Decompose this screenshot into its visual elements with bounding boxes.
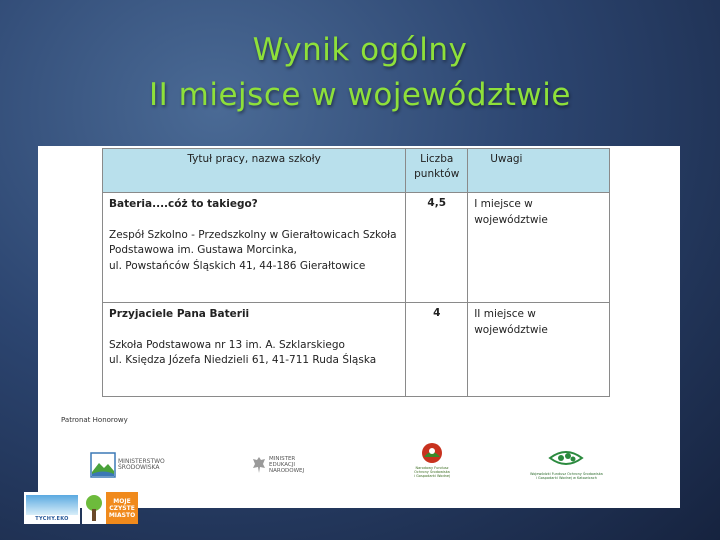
header-points: Liczba punktów bbox=[406, 149, 468, 193]
school-line: Szkoła Podstawowa nr 13 im. A. Szklarskiego bbox=[109, 338, 345, 351]
school-line: Zespół Szkolno - Przedszkolny w Gierałtowicach Szkoła bbox=[109, 228, 397, 241]
tree-icon bbox=[84, 494, 104, 522]
national-fund-logo: Narodowy Fundusz Ochrony Środowiska i Gospodarki Wodnej bbox=[414, 442, 450, 478]
school-line: ul. Księdza Józefa Niedzieli 61, 41-711 Ruda Śląska bbox=[109, 354, 377, 366]
sky-graphic bbox=[26, 495, 78, 515]
ministry-environment-emblem-icon bbox=[90, 452, 116, 478]
voivodeship-fund-logo: Wojewódzki Fundusz Ochrony Środowiska i Gospodarki Wodnej w Katowicach bbox=[530, 446, 603, 480]
entry-title-cell bbox=[103, 193, 406, 303]
results-table bbox=[102, 148, 610, 397]
points-cell: 4,5 bbox=[406, 193, 468, 303]
eagle-emblem-icon bbox=[252, 456, 266, 474]
header-remarks: Uwagi bbox=[468, 149, 610, 193]
document-page bbox=[38, 146, 680, 508]
points-cell: 4 bbox=[406, 303, 468, 397]
table-header-row bbox=[103, 149, 610, 193]
tree-badge bbox=[82, 492, 106, 524]
school-line: ul. Powstańców Śląskich 41, 44-186 Gierałtowice bbox=[109, 259, 366, 272]
clean-city-badge: MOJE CZYSTE MIASTO bbox=[106, 492, 138, 524]
national-fund-emblem-icon bbox=[421, 442, 443, 464]
remarks-cell: II miejsce w województwie bbox=[468, 303, 610, 397]
entry-title: Przyjaciele Pana Baterii bbox=[109, 308, 250, 320]
tychy-eko-badge: TYCHY.EKO bbox=[24, 492, 80, 524]
remarks-cell: I miejsce w województwie bbox=[468, 193, 610, 303]
patronage-label: Patronat Honorowy bbox=[61, 416, 128, 424]
voivodeship-fund-emblem-icon bbox=[546, 446, 586, 470]
ministry-environment-logo: MINISTERSTWO ŚRODOWISKA bbox=[90, 452, 165, 478]
ministry-education-logo: MINISTER EDUKACJI NARODOWEJ bbox=[252, 456, 304, 474]
table-row bbox=[103, 193, 610, 303]
entry-title-cell bbox=[103, 303, 406, 397]
slide-title-line-1: Wynik ogólny bbox=[252, 32, 468, 68]
entry-title: Bateria....cóż to takiego? bbox=[109, 198, 258, 210]
school-line: Podstawowa im. Gustawa Morcinka, bbox=[109, 244, 298, 256]
slide-title bbox=[0, 28, 720, 118]
table-row bbox=[103, 303, 610, 397]
slide-title-line-2: II miejsce w województwie bbox=[149, 77, 571, 113]
header-title: Tytuł pracy, nazwa szkoły bbox=[103, 149, 406, 193]
